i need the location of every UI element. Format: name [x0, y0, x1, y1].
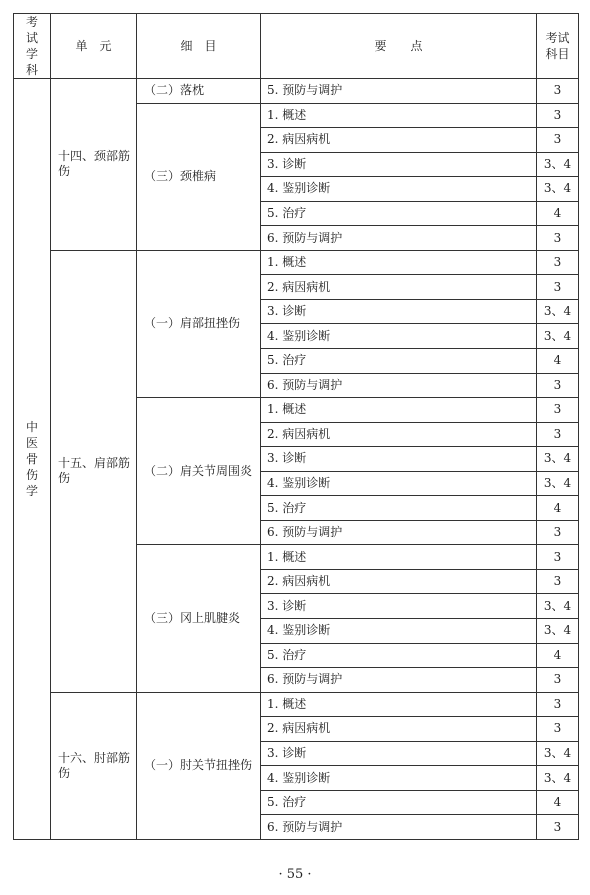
level-cell: 3 — [537, 520, 579, 545]
header-level: 考试科目 — [537, 14, 579, 79]
point-cell: 4. 鉴别诊断 — [261, 766, 537, 791]
header-unit: 单 元 — [51, 14, 137, 79]
point-cell: 5. 治疗 — [261, 349, 537, 374]
item-cell: （三）颈椎病 — [137, 103, 261, 250]
subject-cell: 中医骨伤学 — [14, 79, 51, 840]
level-cell: 3、4 — [537, 152, 579, 177]
point-cell: 3. 诊断 — [261, 447, 537, 472]
level-cell: 3、4 — [537, 177, 579, 202]
level-cell: 4 — [537, 496, 579, 521]
table-body — [14, 79, 579, 840]
level-cell: 4 — [537, 643, 579, 668]
point-cell: 4. 鉴别诊断 — [261, 471, 537, 496]
point-cell: 1. 概述 — [261, 398, 537, 423]
level-cell: 3、4 — [537, 766, 579, 791]
level-cell: 3、4 — [537, 619, 579, 644]
level-cell: 3 — [537, 545, 579, 570]
level-cell: 3、4 — [537, 324, 579, 349]
level-cell: 4 — [537, 201, 579, 226]
item-cell: （二）落枕 — [137, 79, 261, 104]
point-cell: 3. 诊断 — [261, 741, 537, 766]
syllabus-table — [13, 13, 579, 840]
point-cell: 2. 病因病机 — [261, 128, 537, 153]
unit-cell: 十六、肘部筋伤 — [51, 692, 137, 839]
level-cell: 3、4 — [537, 471, 579, 496]
level-cell: 3 — [537, 815, 579, 840]
level-cell: 3、4 — [537, 447, 579, 472]
point-cell: 5. 治疗 — [261, 201, 537, 226]
point-cell: 5. 预防与调护 — [261, 79, 537, 104]
point-cell: 2. 病因病机 — [261, 275, 537, 300]
point-cell: 3. 诊断 — [261, 299, 537, 324]
table-row — [14, 79, 579, 104]
level-cell: 3 — [537, 422, 579, 447]
item-cell: （三）冈上肌腱炎 — [137, 545, 261, 692]
item-cell: （一）肘关节扭挫伤 — [137, 692, 261, 839]
point-cell: 1. 概述 — [261, 103, 537, 128]
point-cell: 2. 病因病机 — [261, 717, 537, 742]
point-cell: 5. 治疗 — [261, 643, 537, 668]
point-cell: 1. 概述 — [261, 250, 537, 275]
level-cell: 3 — [537, 717, 579, 742]
header-points: 要 点 — [261, 14, 537, 79]
level-cell: 3 — [537, 398, 579, 423]
level-cell: 3、4 — [537, 741, 579, 766]
level-cell: 3 — [537, 275, 579, 300]
point-cell: 3. 诊断 — [261, 152, 537, 177]
point-cell: 3. 诊断 — [261, 594, 537, 619]
level-cell: 3 — [537, 668, 579, 693]
point-cell: 1. 概述 — [261, 692, 537, 717]
point-cell: 6. 预防与调护 — [261, 815, 537, 840]
level-cell: 3、4 — [537, 299, 579, 324]
point-cell: 5. 治疗 — [261, 496, 537, 521]
header-subject: 考试学科 — [14, 14, 51, 79]
level-cell: 3、4 — [537, 594, 579, 619]
level-cell: 3 — [537, 128, 579, 153]
unit-cell: 十四、颈部筋伤 — [51, 79, 137, 251]
table-header-row — [14, 14, 579, 79]
table-row — [14, 250, 579, 275]
level-cell: 4 — [537, 790, 579, 815]
point-cell: 5. 治疗 — [261, 790, 537, 815]
level-cell: 3 — [537, 103, 579, 128]
level-cell: 3 — [537, 79, 579, 104]
point-cell: 6. 预防与调护 — [261, 668, 537, 693]
level-cell: 4 — [537, 349, 579, 374]
table-row — [14, 692, 579, 717]
level-cell: 3 — [537, 250, 579, 275]
header-item: 细 目 — [137, 14, 261, 79]
point-cell: 4. 鉴别诊断 — [261, 324, 537, 349]
level-cell: 3 — [537, 569, 579, 594]
point-cell: 2. 病因病机 — [261, 422, 537, 447]
item-cell: （二）肩关节周围炎 — [137, 398, 261, 545]
point-cell: 6. 预防与调护 — [261, 373, 537, 398]
point-cell: 4. 鉴别诊断 — [261, 619, 537, 644]
point-cell: 6. 预防与调护 — [261, 226, 537, 251]
item-cell: （一）肩部扭挫伤 — [137, 250, 261, 397]
level-cell: 3 — [537, 373, 579, 398]
point-cell: 1. 概述 — [261, 545, 537, 570]
unit-cell: 十五、肩部筋伤 — [51, 250, 137, 692]
level-cell: 3 — [537, 692, 579, 717]
point-cell: 4. 鉴别诊断 — [261, 177, 537, 202]
page-number: · 55 · — [278, 867, 312, 882]
point-cell: 2. 病因病机 — [261, 569, 537, 594]
point-cell: 6. 预防与调护 — [261, 520, 537, 545]
level-cell: 3 — [537, 226, 579, 251]
